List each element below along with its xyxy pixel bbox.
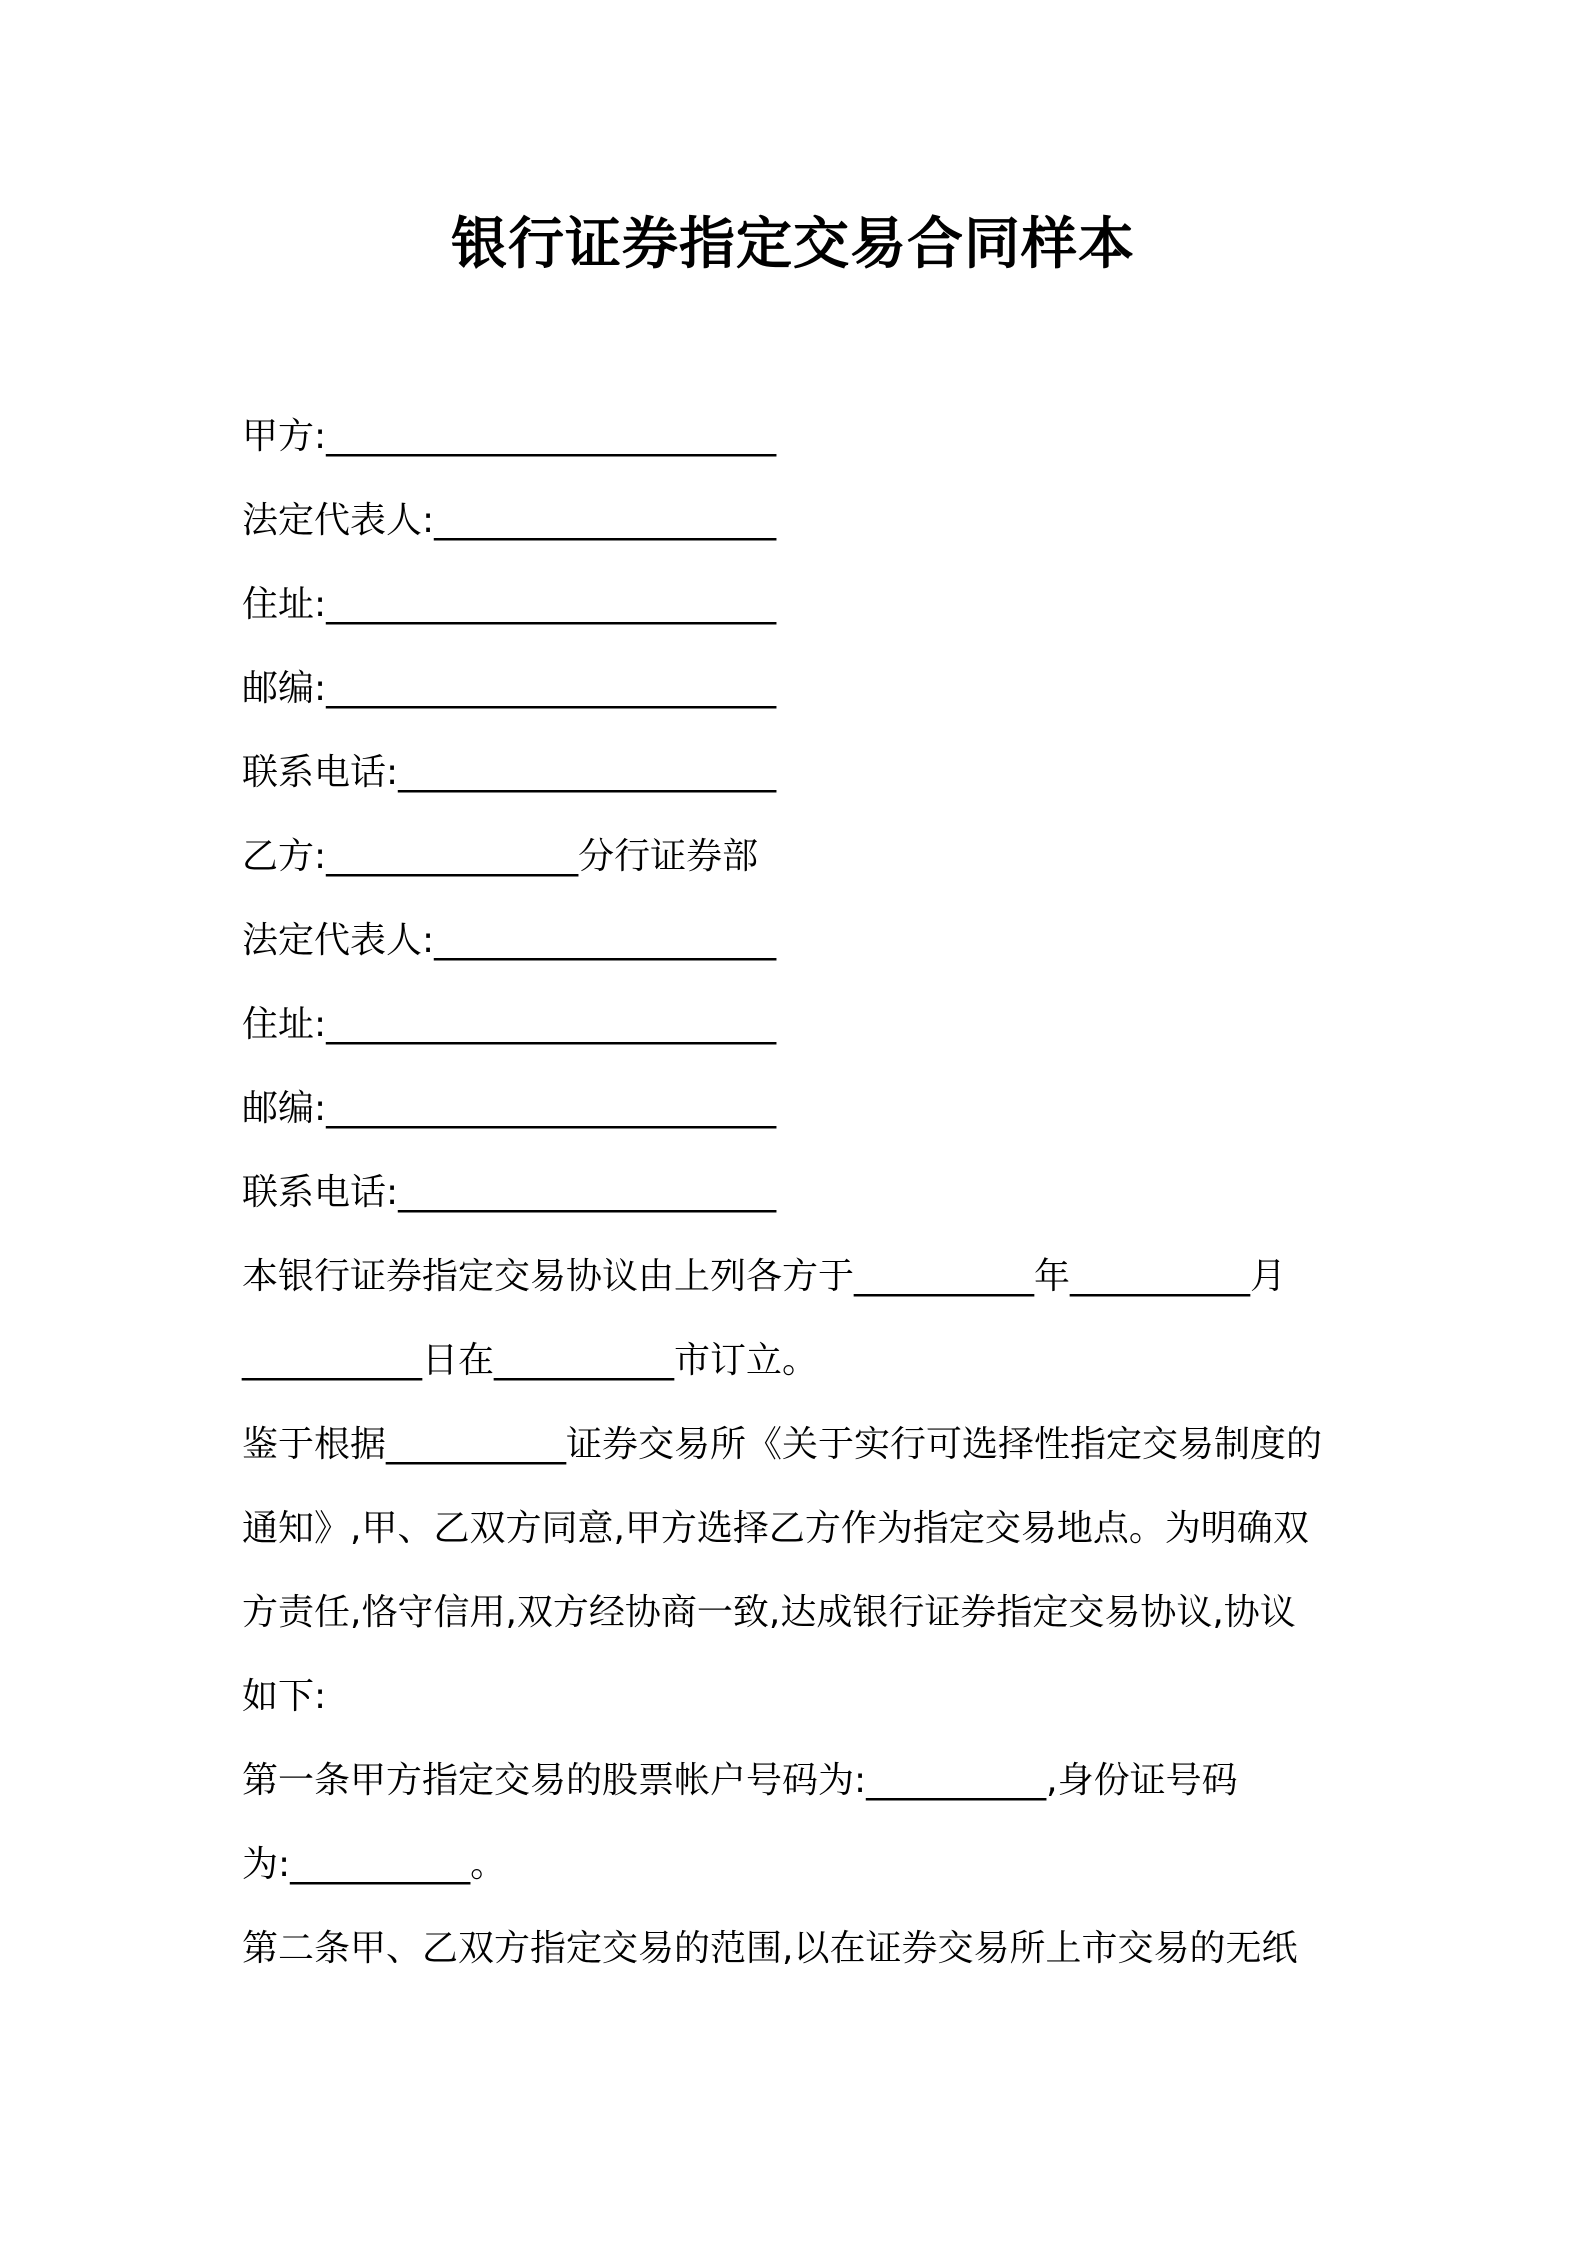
agreement-paragraph-line: __________日在__________市订立。 (242, 1340, 819, 1381)
agreement-paragraph-line: 本银行证券指定交易协议由上列各方于__________年__________月 (242, 1256, 1287, 1297)
document-title: 银行证券指定交易合同样本 (451, 212, 1135, 277)
party-b-postcode-line: 邮编:_________________________ (242, 1088, 777, 1129)
article-one-line: 为:__________。 (242, 1844, 507, 1885)
article-two-line: 第二条甲、乙双方指定交易的范围,以在证券交易所上市交易的无纸 (242, 1928, 1298, 1969)
party-b-name-line: 乙方:______________分行证券部 (242, 836, 759, 877)
party-a-postcode-line: 邮编:_________________________ (242, 668, 777, 709)
agreement-paragraph-line: 鉴于根据__________证券交易所《关于实行可选择性指定交易制度的 (242, 1424, 1323, 1465)
party-b-legal-rep-line: 法定代表人:___________________ (242, 920, 777, 961)
party-a-phone-line: 联系电话:_____________________ (242, 752, 777, 793)
party-a-name-line: 甲方:_________________________ (242, 416, 777, 457)
agreement-paragraph-line: 通知》,甲、乙双方同意,甲方选择乙方作为指定交易地点。为明确双 (242, 1508, 1309, 1549)
agreement-paragraph-line: 方责任,恪守信用,双方经协商一致,达成银行证券指定交易协议,协议 (242, 1592, 1296, 1633)
party-b-address-line: 住址:_________________________ (242, 1004, 777, 1045)
agreement-paragraph-line: 如下: (242, 1676, 327, 1717)
party-a-address-line: 住址:_________________________ (242, 584, 777, 625)
party-a-legal-rep-line: 法定代表人:___________________ (242, 500, 777, 541)
article-one-line: 第一条甲方指定交易的股票帐户号码为:__________,身份证号码 (242, 1760, 1238, 1801)
party-b-phone-line: 联系电话:_____________________ (242, 1172, 777, 1213)
